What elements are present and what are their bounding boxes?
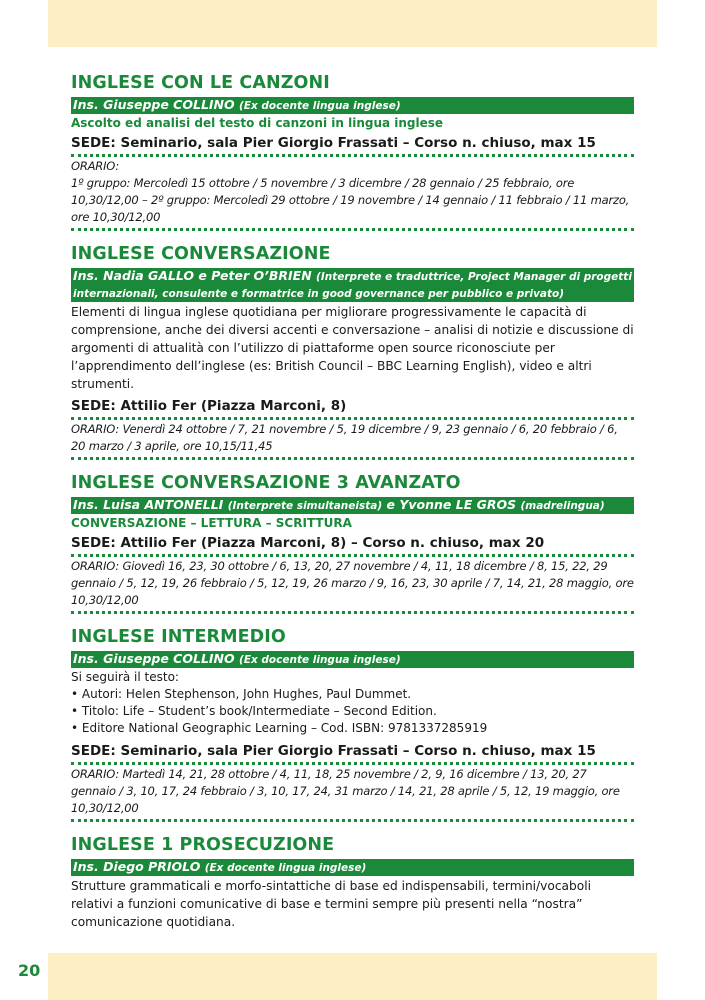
course-location: SEDE: Seminario, sala Pier Giorgio Frassati – Corso n. chiuso, max 15 (71, 134, 634, 157)
instructor-note-2: (madrelingua) (520, 500, 605, 512)
list-item: • Autori: Helen Stephenson, John Hughes, Paul Dummet. (71, 687, 412, 701)
course-inglese-intermedio (71, 626, 634, 822)
course-inglese-conversazione-3-avanzato (71, 472, 634, 614)
course-title: INGLESE CONVERSAZIONE (71, 244, 331, 264)
instructor-bar (71, 859, 634, 876)
instructor-note: (Interprete simultaneista) (227, 500, 383, 512)
textbook-intro: Si seguirà il testo: (71, 670, 179, 684)
instructor-note: (Interprete e traduttrice, Project Manager di progetti internazionali, consulente e formatrice in good governance per pubblico e privato) (73, 271, 632, 300)
instructor-name: Ins. Giuseppe COLLINO (73, 97, 235, 112)
course-list (71, 72, 634, 941)
course-schedule: ORARIO: Venerdì 24 ottobre / 7, 21 novembre / 5, 19 dicembre / 9, 23 gennaio / 6, 20 febbraio / 6, 20 marzo / 3 aprile, ore 10,15/11,45 (71, 420, 634, 460)
instructor-name: Ins. Diego PRIOLO (73, 859, 201, 874)
course-schedule: ORARIO: Giovedì 16, 23, 30 ottobre / 6, 13, 20, 27 novembre / 4, 11, 18 dicembre / 8, 15, 22, 29 gennaio / 5, 12, 19, 26 febbraio / 5, 12, 19, 26 marzo / 9, 16, 23, 30 aprile / 7, 14, 21, 28 maggio, ore 10,30/12,00 (71, 557, 634, 614)
course-title: INGLESE 1 PROSECUZIONE (71, 835, 335, 855)
course-description: Elementi di lingua inglese quotidiana per migliorare progressivamente le capacità di comprensione, anche dei diversi accenti e conversazione – analisi di notizie e discussione di argomenti di attualità con l’utilizzo di piattaforme open source riconosciute per l’apprendimento dell’inglese (es: British Council – BBC Learning English), video e altri strumenti. (71, 305, 634, 391)
instructor-note: (Ex docente lingua inglese) (204, 862, 367, 874)
course-subtitle: Ascolto ed analisi del testo di canzoni in lingua inglese (71, 116, 444, 130)
instructor-name: Ins. Giuseppe COLLINO (73, 651, 235, 666)
instructor-bar (71, 97, 634, 114)
course-title: INGLESE CON LE CANZONI (71, 73, 330, 93)
course-inglese-1-prosecuzione (71, 834, 634, 931)
instructor-name: Ins. Nadia GALLO e Peter O’BRIEN (73, 268, 312, 283)
instructor-note: (Ex docente lingua inglese) (239, 100, 401, 112)
course-inglese-canzoni (71, 72, 634, 231)
textbook-info (71, 669, 634, 737)
instructor-bar (71, 268, 634, 302)
list-item: • Editore National Geographic Learning – Cod. ISBN: 9781337285919 (71, 721, 488, 735)
course-schedule: ORARIO: 1º gruppo: Mercoledì 15 ottobre / 5 novembre / 3 dicembre / 28 gennaio / 25 febbraio, ore 10,30/12,00 – 2º gruppo: Mercoledì 29 ottobre / 19 novembre / 14 gennaio / 11 febbraio / 11 marzo, ore 10,30/12,00 (71, 157, 634, 231)
course-schedule: ORARIO: Martedì 14, 21, 28 ottobre / 4, 11, 18, 25 novembre / 2, 9, 16 dicembre / 13, 20, 27 gennaio / 3, 10, 17, 24 febbraio / 3, 10, 17, 24, 31 marzo / 14, 21, 28 aprile / 5, 12, 19 maggio, ore 10,30/12,00 (71, 765, 634, 822)
course-description: Strutture grammaticali e morfo-sintattiche di base ed indispensabili, termini/vocaboli relativi a funzioni comunicative di base e termini sempre più presenti nella “nostra” comunicazione quotidiana. (71, 879, 591, 929)
instructor-note: (Ex docente lingua inglese) (239, 654, 401, 666)
bottom-decorative-band (48, 953, 657, 1000)
course-location: SEDE: Attilio Fer (Piazza Marconi, 8) (71, 397, 634, 420)
instructor-name-2: e Yvonne LE GROS (386, 497, 517, 512)
course-location: SEDE: Attilio Fer (Piazza Marconi, 8) – Corso n. chiuso, max 20 (71, 534, 634, 557)
page-number: 20 (18, 961, 41, 980)
instructor-name: Ins. Luisa ANTONELLI (73, 497, 224, 512)
instructor-bar (71, 651, 634, 668)
list-item: • Titolo: Life – Student’s book/Intermediate – Second Edition. (71, 704, 437, 718)
top-decorative-band (48, 0, 657, 47)
course-inglese-conversazione (71, 243, 634, 460)
course-title: INGLESE INTERMEDIO (71, 627, 286, 647)
course-subtitle: CONVERSAZIONE – LETTURA – SCRITTURA (71, 516, 352, 530)
course-title: INGLESE CONVERSAZIONE 3 AVANZATO (71, 473, 461, 493)
course-location: SEDE: Seminario, sala Pier Giorgio Frassati – Corso n. chiuso, max 15 (71, 742, 634, 765)
instructor-bar (71, 497, 634, 514)
